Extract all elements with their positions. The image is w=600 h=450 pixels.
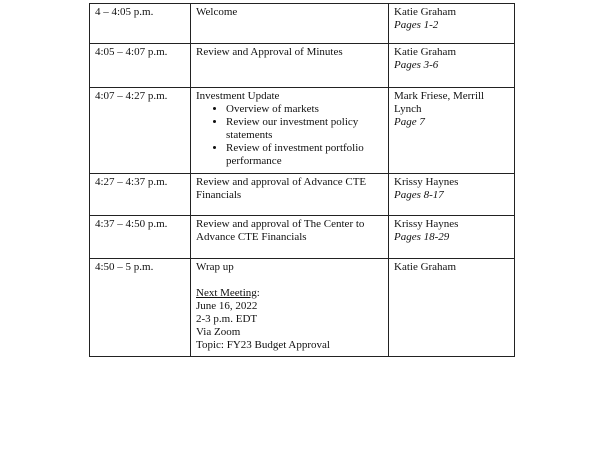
time-cell: 4:50 – 5 p.m. xyxy=(90,259,191,357)
presenter-cell xyxy=(389,174,515,216)
presenter-name: Katie Graham xyxy=(394,46,456,58)
time-cell: 4:27 – 4:37 p.m. xyxy=(90,174,191,216)
agenda-item-cell xyxy=(191,259,389,357)
presenter-name: Krissy Haynes xyxy=(394,176,459,188)
pages-ref: Page 7 xyxy=(394,116,425,128)
presenter-name: Katie Graham xyxy=(394,6,456,18)
presenter-cell xyxy=(389,44,515,88)
bullet-list xyxy=(196,103,383,168)
pages-ref: Pages 3-6 xyxy=(394,59,439,71)
time-cell: 4:37 – 4:50 p.m. xyxy=(90,216,191,259)
presenter-name: Mark Friese, Merrill Lynch xyxy=(394,90,485,115)
time-cell: 4 – 4:05 p.m. xyxy=(90,4,191,44)
pages-ref: Pages 8-17 xyxy=(394,189,444,201)
list-item: • Overview of markets xyxy=(226,103,383,116)
next-meeting-location: Via Zoom xyxy=(196,326,241,338)
time-cell: 4:07 – 4:27 p.m. xyxy=(90,88,191,174)
presenter-cell xyxy=(389,216,515,259)
next-meeting-heading xyxy=(196,287,383,300)
agenda-table xyxy=(89,3,515,357)
table-row xyxy=(90,44,515,88)
presenter-cell xyxy=(389,4,515,44)
time-cell: 4:05 – 4:07 p.m. xyxy=(90,44,191,88)
presenter-name: Krissy Haynes xyxy=(394,218,459,230)
agenda-item-cell: Review and Approval of Minutes xyxy=(191,44,389,88)
table-row xyxy=(90,4,515,44)
agenda-item-cell: Review and approval of Advance CTE Financials xyxy=(191,174,389,216)
next-meeting-label-suffix: : xyxy=(256,287,260,299)
presenter-cell xyxy=(389,88,515,174)
agenda-item-title: Wrap up xyxy=(196,261,234,273)
agenda-item-cell xyxy=(191,88,389,174)
agenda-item-title: Investment Update xyxy=(196,90,280,102)
agenda-item-cell: Review and approval of The Center to Advance CTE Financials xyxy=(191,216,389,259)
next-meeting-topic: Topic: FY23 Budget Approval xyxy=(196,339,330,351)
table-row xyxy=(90,216,515,259)
list-item: • Review our investment policy statements xyxy=(226,116,383,142)
table-row xyxy=(90,174,515,216)
next-meeting-label: Next Meeting xyxy=(196,287,257,299)
agenda-item-cell: Welcome xyxy=(191,4,389,44)
pages-ref: Pages 1-2 xyxy=(394,19,439,31)
next-meeting-date: June 16, 2022 xyxy=(196,300,258,312)
table-row xyxy=(90,88,515,174)
table-row xyxy=(90,259,515,357)
list-item: • Review of investment portfolio performance xyxy=(226,142,383,168)
pages-ref: Pages 18-29 xyxy=(394,231,450,243)
presenter-name: Katie Graham xyxy=(394,261,456,273)
next-meeting-time: 2-3 p.m. EDT xyxy=(196,313,258,325)
presenter-cell xyxy=(389,259,515,357)
